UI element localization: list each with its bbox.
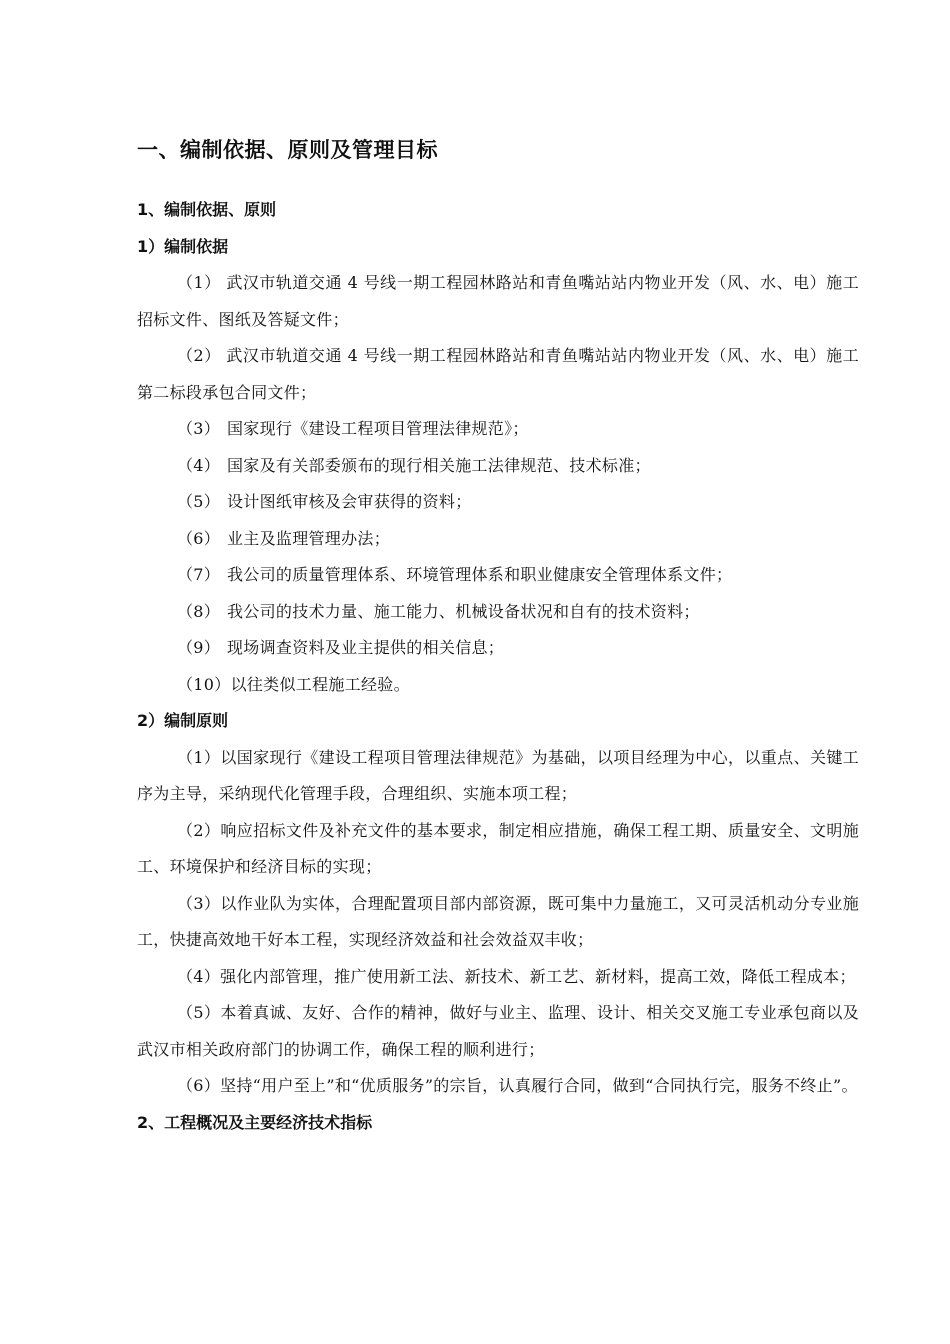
item-text: 国家现行《建设工程项目管理法律规范》；: [227, 419, 529, 438]
principle-item-4: （4）强化内部管理，推广使用新工法、新技术、新工艺、新材料，提高工效，降低工程成本；: [177, 966, 856, 986]
basis-item-2: （2） 武汉市轨道交通 4 号线一期工程园林路站和青鱼嘴站站内物业开发（风、水、电）施工第二标段承包合同文件；: [137, 346, 859, 402]
basis-item-3: [137, 411, 859, 448]
item-text: 业主及监理管理办法；: [227, 528, 391, 548]
basis-item-6: [137, 521, 859, 558]
item-number: （9）: [177, 638, 221, 657]
principle-item-5: （5）本着真诚、友好、合作的精神，做好与业主、监理、设计、相关交叉施工专业承包商以及武汉市相关政府部门的协调工作，确保工程的顺利进行；: [137, 1003, 859, 1059]
item-number: （7）: [177, 565, 221, 584]
basis-item-7: [137, 557, 859, 594]
basis-item-4: [137, 448, 859, 485]
document-content: [137, 132, 859, 1141]
subsection-heading-basis: 1）编制依据: [137, 236, 229, 256]
principle-item-2: （2）响应招标文件及补充文件的基本要求，制定相应措施，确保工程工期、质量安全、文明施工、环境保护和经济目标的实现；: [137, 820, 859, 876]
section-heading-overview: 2、工程概况及主要经济技术指标: [137, 1112, 373, 1132]
basis-item-8: [137, 594, 859, 631]
section-heading-basis-principles: 1、编制依据、原则: [137, 200, 277, 219]
item-text: 我公司的质量管理体系、环境管理体系和职业健康安全管理体系文件；: [227, 565, 733, 584]
item-number: （6）: [177, 528, 221, 548]
principle-item-1: （1）以国家现行《建设工程项目管理法律规范》为基础，以项目经理为中心，以重点、关键工序为主导，采纳现代化管理手段，合理组织、实施本项工程；: [137, 747, 859, 803]
item-number: （3）: [177, 419, 221, 438]
item-number: （10）: [177, 674, 231, 694]
principle-item-6: （6）坚持“用户至上”和“优质服务”的宗旨，认真履行合同，做到“合同执行完，服务不终止”。: [177, 1076, 858, 1095]
principle-item-3: （3）以作业队为实体，合理配置项目部内部资源，既可集中力量施工，又可灵活机动分专业施工，快捷高效地干好本工程，实现经济效益和社会效益双丰收；: [137, 893, 859, 949]
chapter-title: 一、编制依据、原则及管理目标: [137, 138, 438, 162]
basis-item-10: [137, 667, 859, 704]
item-text: 现场调查资料及业主提供的相关信息；: [227, 638, 505, 657]
item-number: （5）: [177, 492, 221, 511]
item-text: 国家及有关部委颁布的现行相关施工法律规范、技术标准；: [227, 455, 651, 475]
subsection-heading-principles: 2）编制原则: [137, 711, 229, 730]
basis-item-5: [137, 484, 859, 521]
item-text: 设计图纸审核及会审获得的资料；: [227, 492, 472, 511]
item-text: 我公司的技术力量、施工能力、机械设备状况和自有的技术资料；: [227, 601, 700, 621]
basis-item-9: [137, 630, 859, 667]
item-number: （8）: [177, 601, 221, 621]
item-number: （4）: [177, 455, 221, 475]
basis-item-1: （1） 武汉市轨道交通 4 号线一期工程园林路站和青鱼嘴站站内物业开发（风、水、电）施工招标文件、图纸及答疑文件；: [137, 273, 859, 329]
item-text: 以往类似工程施工经验。: [230, 674, 410, 694]
